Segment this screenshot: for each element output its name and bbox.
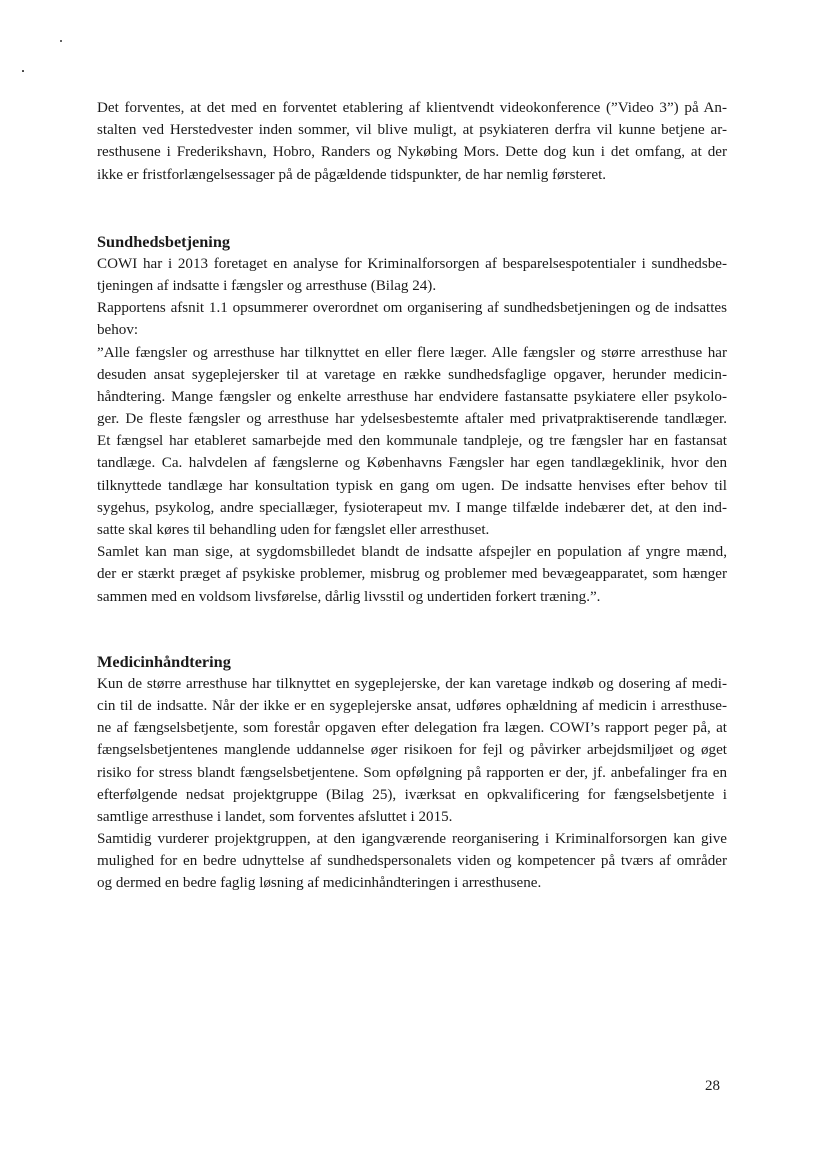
intro-paragraph — [97, 97, 727, 186]
text-line: der er stærkt præget af psykiske problemer, misbrug og problemer med bevægeapparatet, som hænger — [97, 566, 727, 583]
text-line: ikke er fristforlængelsessager på de pågældende tidspunkter, de har nemlig førsteret. — [97, 166, 607, 183]
section-heading: Sundhedsbetjening — [97, 231, 231, 251]
text-line: Det forventes, at det med en forventet etablering af klientvendt videokonference (”Video 3”) på An- — [97, 100, 727, 116]
text-line: samtlige arresthuse i landet, som forventes afsluttet i 2015. — [97, 808, 453, 825]
text-line: Rapportens afsnit 1.1 opsummerer overordnet om organisering af sundhedsbetjeningen og de indsattes — [97, 300, 727, 317]
text-line: tilknyttede tandlæge har konsultation typisk en gang om ugen. De indsatte henvises efter behov til — [97, 477, 727, 494]
text-line: Samlet kan man sige, at sygdomsbilledet blandt de indsatte afspejler en population af yngre mænd, — [97, 544, 727, 561]
scan-speck — [22, 70, 24, 72]
text-line: Kun de større arresthuse har tilknyttet en sygeplejerske, der kan varetage indkøb og dosering af medi- — [97, 675, 727, 692]
text-line: ne af fængselsbetjente, som forestår opgaven efter delegation fra lægen. COWI’s rapport peger på, at — [97, 720, 727, 737]
scan-speck — [60, 40, 62, 42]
text-line: behov: — [97, 322, 139, 339]
text-line: tjeningen af indsatte i fængsler og arresthuse (Bilag 24). — [97, 277, 437, 294]
page-number: 28 — [705, 1078, 720, 1094]
text-line: Samtidig vurderer projektgruppen, at den igangværende reorganisering i Kriminalforsorgen kan give — [97, 831, 727, 848]
text-line: fængselsbetjentenes manglende uddannelse øger risikoen for fejl og påvirker arbejdsmiljøet og øget — [97, 742, 727, 759]
section-heading: Medicinhåndtering — [97, 651, 231, 671]
text-line: tandlæge. Ca. halvdelen af fængslerne og Københavns Fængsler har egen tandlægeklinik, hvor den — [97, 455, 727, 472]
text-line: stalten ved Herstedvester inden sommer, vil blive muligt, at psykiateren derfra vil kunne betjene ar- — [97, 122, 727, 139]
section-medicinhaandtering — [97, 651, 727, 895]
text-line: efterfølgende nedsat projektgruppe (Bilag 25), iværksat en opkvalificering for fængselsbetjente i — [97, 786, 727, 803]
text-line: desuden ansat sygeplejersker til at varetage en række sundhedsfaglige opgaver, herunder medicin- — [97, 366, 727, 383]
text-line: ger. De fleste fængsler og arresthuse har ydelsesbestemte aftaler med privatpraktiserende tandlæger. — [97, 411, 727, 428]
text-line: mulighed for en bedre udnyttelse af sundhedspersonalets viden og kompetencer på tværs af områder — [97, 853, 727, 870]
text-line: risiko for stress blandt fængselsbetjentene. Som opfølgning på rapporten er der, jf. anbefalinger fra en — [97, 764, 727, 781]
text-line: cin til de indsatte. Når der ikke er en sygeplejerske ansat, udføres ophældning af medicin i arresthuse- — [97, 697, 727, 714]
text-line: håndtering. Mange fængsler og enkelte arresthuse har endvidere fastansatte psykiatere eller psykolo- — [97, 388, 727, 405]
text-line: resthusene i Frederikshavn, Hobro, Randers og Nykøbing Mors. Dette dog kun i det omfang, at der — [97, 144, 727, 161]
section-sundhedsbetjening — [97, 231, 727, 608]
text-line: satte skal køres til behandling uden for fængslet eller arresthuset. — [97, 522, 490, 538]
text-line: Et fængsel har etableret samarbejde med den kommunale tandpleje, og tre fængsler har en fastansat — [97, 433, 727, 450]
text-line: ”Alle fængsler og arresthuse har tilknyttet en eller flere læger. Alle fængsler og større arresthuse har — [97, 344, 727, 361]
text-line: COWI har i 2013 foretaget en analyse for Kriminalforsorgen af besparelsespotentialer i sundhedsbe- — [97, 255, 727, 272]
text-line: sygehus, psykolog, andre speciallæger, fysioterapeut mv. I mange tilfælde indebærer det, at den ind- — [97, 499, 727, 516]
text-line: sammen med en voldsom livsførelse, dårlig livsstil og undertiden forkert træning.”. — [97, 588, 601, 605]
text-line: og dermed en bedre faglig løsning af medicinhåndteringen i arresthusene. — [97, 875, 542, 892]
document-body — [97, 97, 727, 895]
